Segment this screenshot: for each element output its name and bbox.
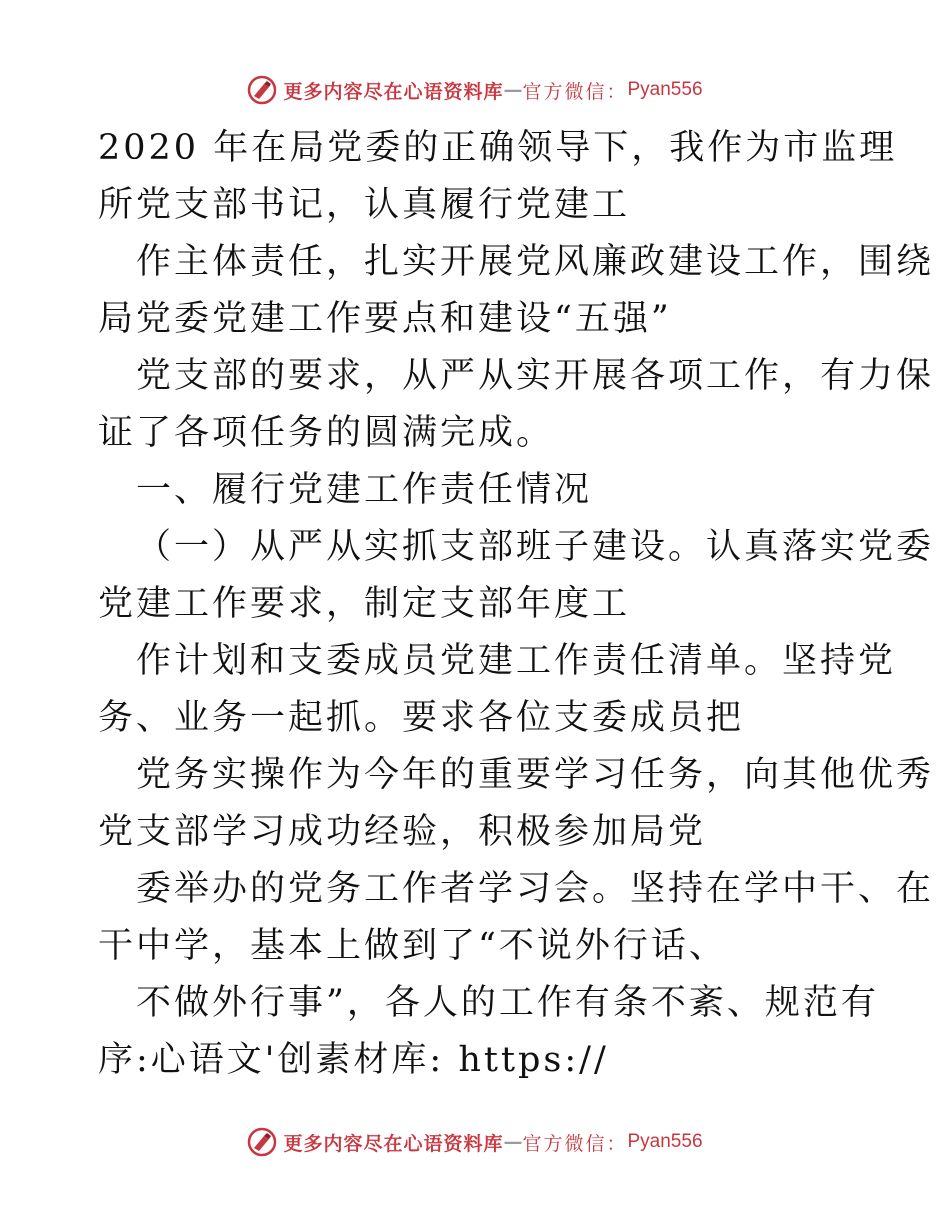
subsection-heading: （一）从严从实抓支部班子建设。认真落实党委 [136,527,935,567]
body-line: 作主体责任，扎实开展党风廉政建设工作，围绕 [136,242,935,282]
section-heading: 一、履行党建工作责任情况 [136,470,593,510]
body-line: 党务实操作为今年的重要学习任务，向其他优秀 [136,755,935,795]
body-line: 2020 年在局党委的正确领导下，我作为市监理 [98,128,898,168]
header-dash: — [503,79,523,101]
logo-icon [247,1127,277,1157]
body-line: 不做外行事”，各人的工作有条不紊、规范有 [136,983,879,1023]
body-line: 委举办的党务工作者学习会。坚持在学中干、在 [136,869,935,909]
logo-icon [247,75,277,105]
header-official-label: 官方微信： [522,80,628,103]
header-banner [0,70,950,110]
footer-banner [0,1122,950,1162]
body-line: 所党支部书记，认真履行党建工 [98,185,631,225]
body-line: 党支部的要求，从严从实开展各项工作，有力保 [136,356,935,396]
body-line: 证了各项任务的圆满完成。 [98,413,555,453]
body-line: 干中学，基本上做到了“不说外行话、 [98,926,727,966]
body-line: 党支部学习成功经验，积极参加局党 [98,812,707,852]
footer-dash: — [503,1131,523,1153]
document-body [98,120,935,1089]
footer-account-id: Pyan556 [627,1131,703,1152]
footer-official-label: 官方微信： [522,1132,628,1155]
header-slogan: 更多内容尽在心语资料库 [283,80,504,103]
footer-slogan: 更多内容尽在心语资料库 [283,1132,504,1155]
body-line: 局党委党建工作要点和建设“五强” [98,299,672,339]
body-line: 务、业务一起抓。要求各位支委成员把 [98,698,745,738]
body-line: 党建工作要求，制定支部年度工 [98,584,631,624]
body-line: 序:心语文'创素材库: https:// [98,1040,609,1080]
header-account-id: Pyan556 [627,79,703,100]
body-line: 作计划和支委成员党建工作责任清单。坚持党 [136,641,897,681]
